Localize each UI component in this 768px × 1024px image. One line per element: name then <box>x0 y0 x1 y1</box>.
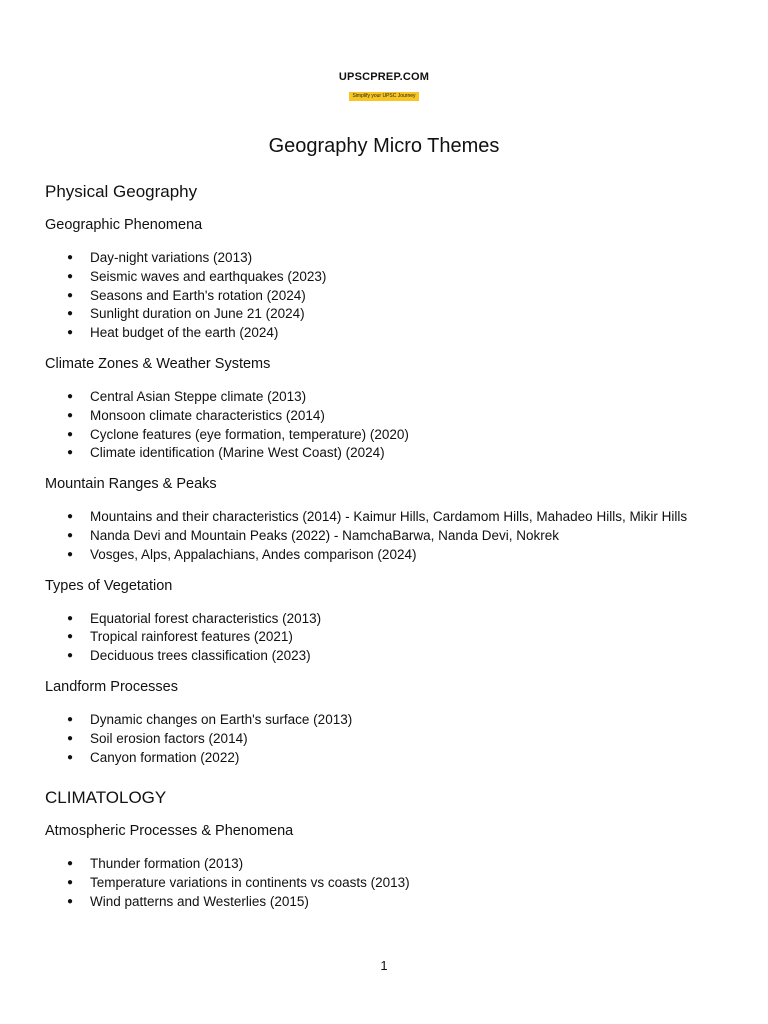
bullet-icon: ● <box>67 428 74 440</box>
list-item: ● Cyclone features (eye formation, temperature) (2020) <box>45 426 735 445</box>
list-item: ● Wind patterns and Westerlies (2015) <box>45 893 735 912</box>
list-item: ● Heat budget of the earth (2024) <box>45 324 735 343</box>
list-item: ● Canyon formation (2022) <box>45 749 735 768</box>
list-item: ● Nanda Devi and Mountain Peaks (2022) - NamchaBarwa, Nanda Devi, Nokrek <box>45 527 735 546</box>
bullet-icon: ● <box>67 650 74 662</box>
bullet-icon: ● <box>67 548 74 560</box>
bullet-icon: ● <box>67 409 74 421</box>
brand-logo <box>0 70 768 102</box>
bullet-icon: ● <box>67 895 74 907</box>
bullet-icon: ● <box>67 631 74 643</box>
list-item: ● Thunder formation (2013) <box>45 855 735 874</box>
list-item: ● Soil erosion factors (2014) <box>45 730 735 749</box>
list-item: ● Central Asian Steppe climate (2013) <box>45 388 735 407</box>
bullet-icon: ● <box>67 612 74 624</box>
list-item: ● Seismic waves and earthquakes (2023) <box>45 268 735 287</box>
document-body <box>45 180 735 923</box>
document-title: Geography Micro Themes <box>268 135 500 157</box>
subsection-title-landform-processes: Landform Processes <box>45 678 178 695</box>
bullet-icon: ● <box>67 529 74 541</box>
subsection-title-vegetation: Types of Vegetation <box>45 577 173 594</box>
bullet-icon: ● <box>67 511 74 523</box>
list-item: ● Deciduous trees classification (2023) <box>45 647 735 666</box>
bullet-icon: ● <box>67 390 74 402</box>
subsection-title-atmospheric-processes: Atmospheric Processes & Phenomena <box>45 823 294 840</box>
bullet-icon: ● <box>67 732 74 744</box>
list-item: ● Climate identification (Marine West Coast) (2024) <box>45 444 735 463</box>
list-item: ● Dynamic changes on Earth's surface (2013) <box>45 711 735 730</box>
subsection-title-climate-zones: Climate Zones & Weather Systems <box>45 355 271 372</box>
list-item: ● Vosges, Alps, Appalachians, Andes comparison (2024) <box>45 546 735 565</box>
list-item: ● Seasons and Earth's rotation (2024) <box>45 287 735 306</box>
list-item: ● Monsoon climate characteristics (2014) <box>45 407 735 426</box>
bullet-icon: ● <box>67 270 74 282</box>
bullet-icon: ● <box>67 289 74 301</box>
list-item: ● Tropical rainforest features (2021) <box>45 628 735 647</box>
list-item: ● Temperature variations in continents vs coasts (2013) <box>45 874 735 893</box>
section-title-climatology: CLIMATOLOGY <box>45 788 167 808</box>
list-atmospheric-processes <box>45 855 735 911</box>
list-item: ● Day-night variations (2013) <box>45 249 735 268</box>
page-number: 1 <box>380 958 388 973</box>
bullet-icon: ● <box>67 447 74 459</box>
subsection-title-geographic-phenomena: Geographic Phenomena <box>45 217 203 233</box>
bullet-icon: ● <box>67 751 74 763</box>
section-title-physical-geography: Physical Geography <box>45 182 198 201</box>
subsection-title-mountain-ranges: Mountain Ranges & Peaks <box>45 476 217 493</box>
brand-name: UPSCPREP.COM <box>338 71 430 83</box>
list-item: ● Sunlight duration on June 21 (2024) <box>45 305 735 324</box>
bullet-icon: ● <box>67 858 74 870</box>
bullet-icon: ● <box>67 327 74 339</box>
list-item: ● Equatorial forest characteristics (2013) <box>45 610 735 629</box>
bullet-icon: ● <box>67 713 74 725</box>
list-geographic-phenomena <box>45 249 735 343</box>
list-mountain-ranges <box>45 508 735 564</box>
list-landform-processes <box>45 711 735 767</box>
list-climate-zones <box>45 388 735 463</box>
brand-tagline: Simplify your UPSC Journey <box>349 92 418 101</box>
bullet-icon: ● <box>67 308 74 320</box>
bullet-icon: ● <box>67 877 74 889</box>
list-item: ● Mountains and their characteristics (2014) - Kaimur Hills, Cardamom Hills, Mahadeo Hills, Mikir Hills <box>45 508 735 527</box>
bullet-icon: ● <box>67 252 74 263</box>
list-vegetation <box>45 610 735 666</box>
